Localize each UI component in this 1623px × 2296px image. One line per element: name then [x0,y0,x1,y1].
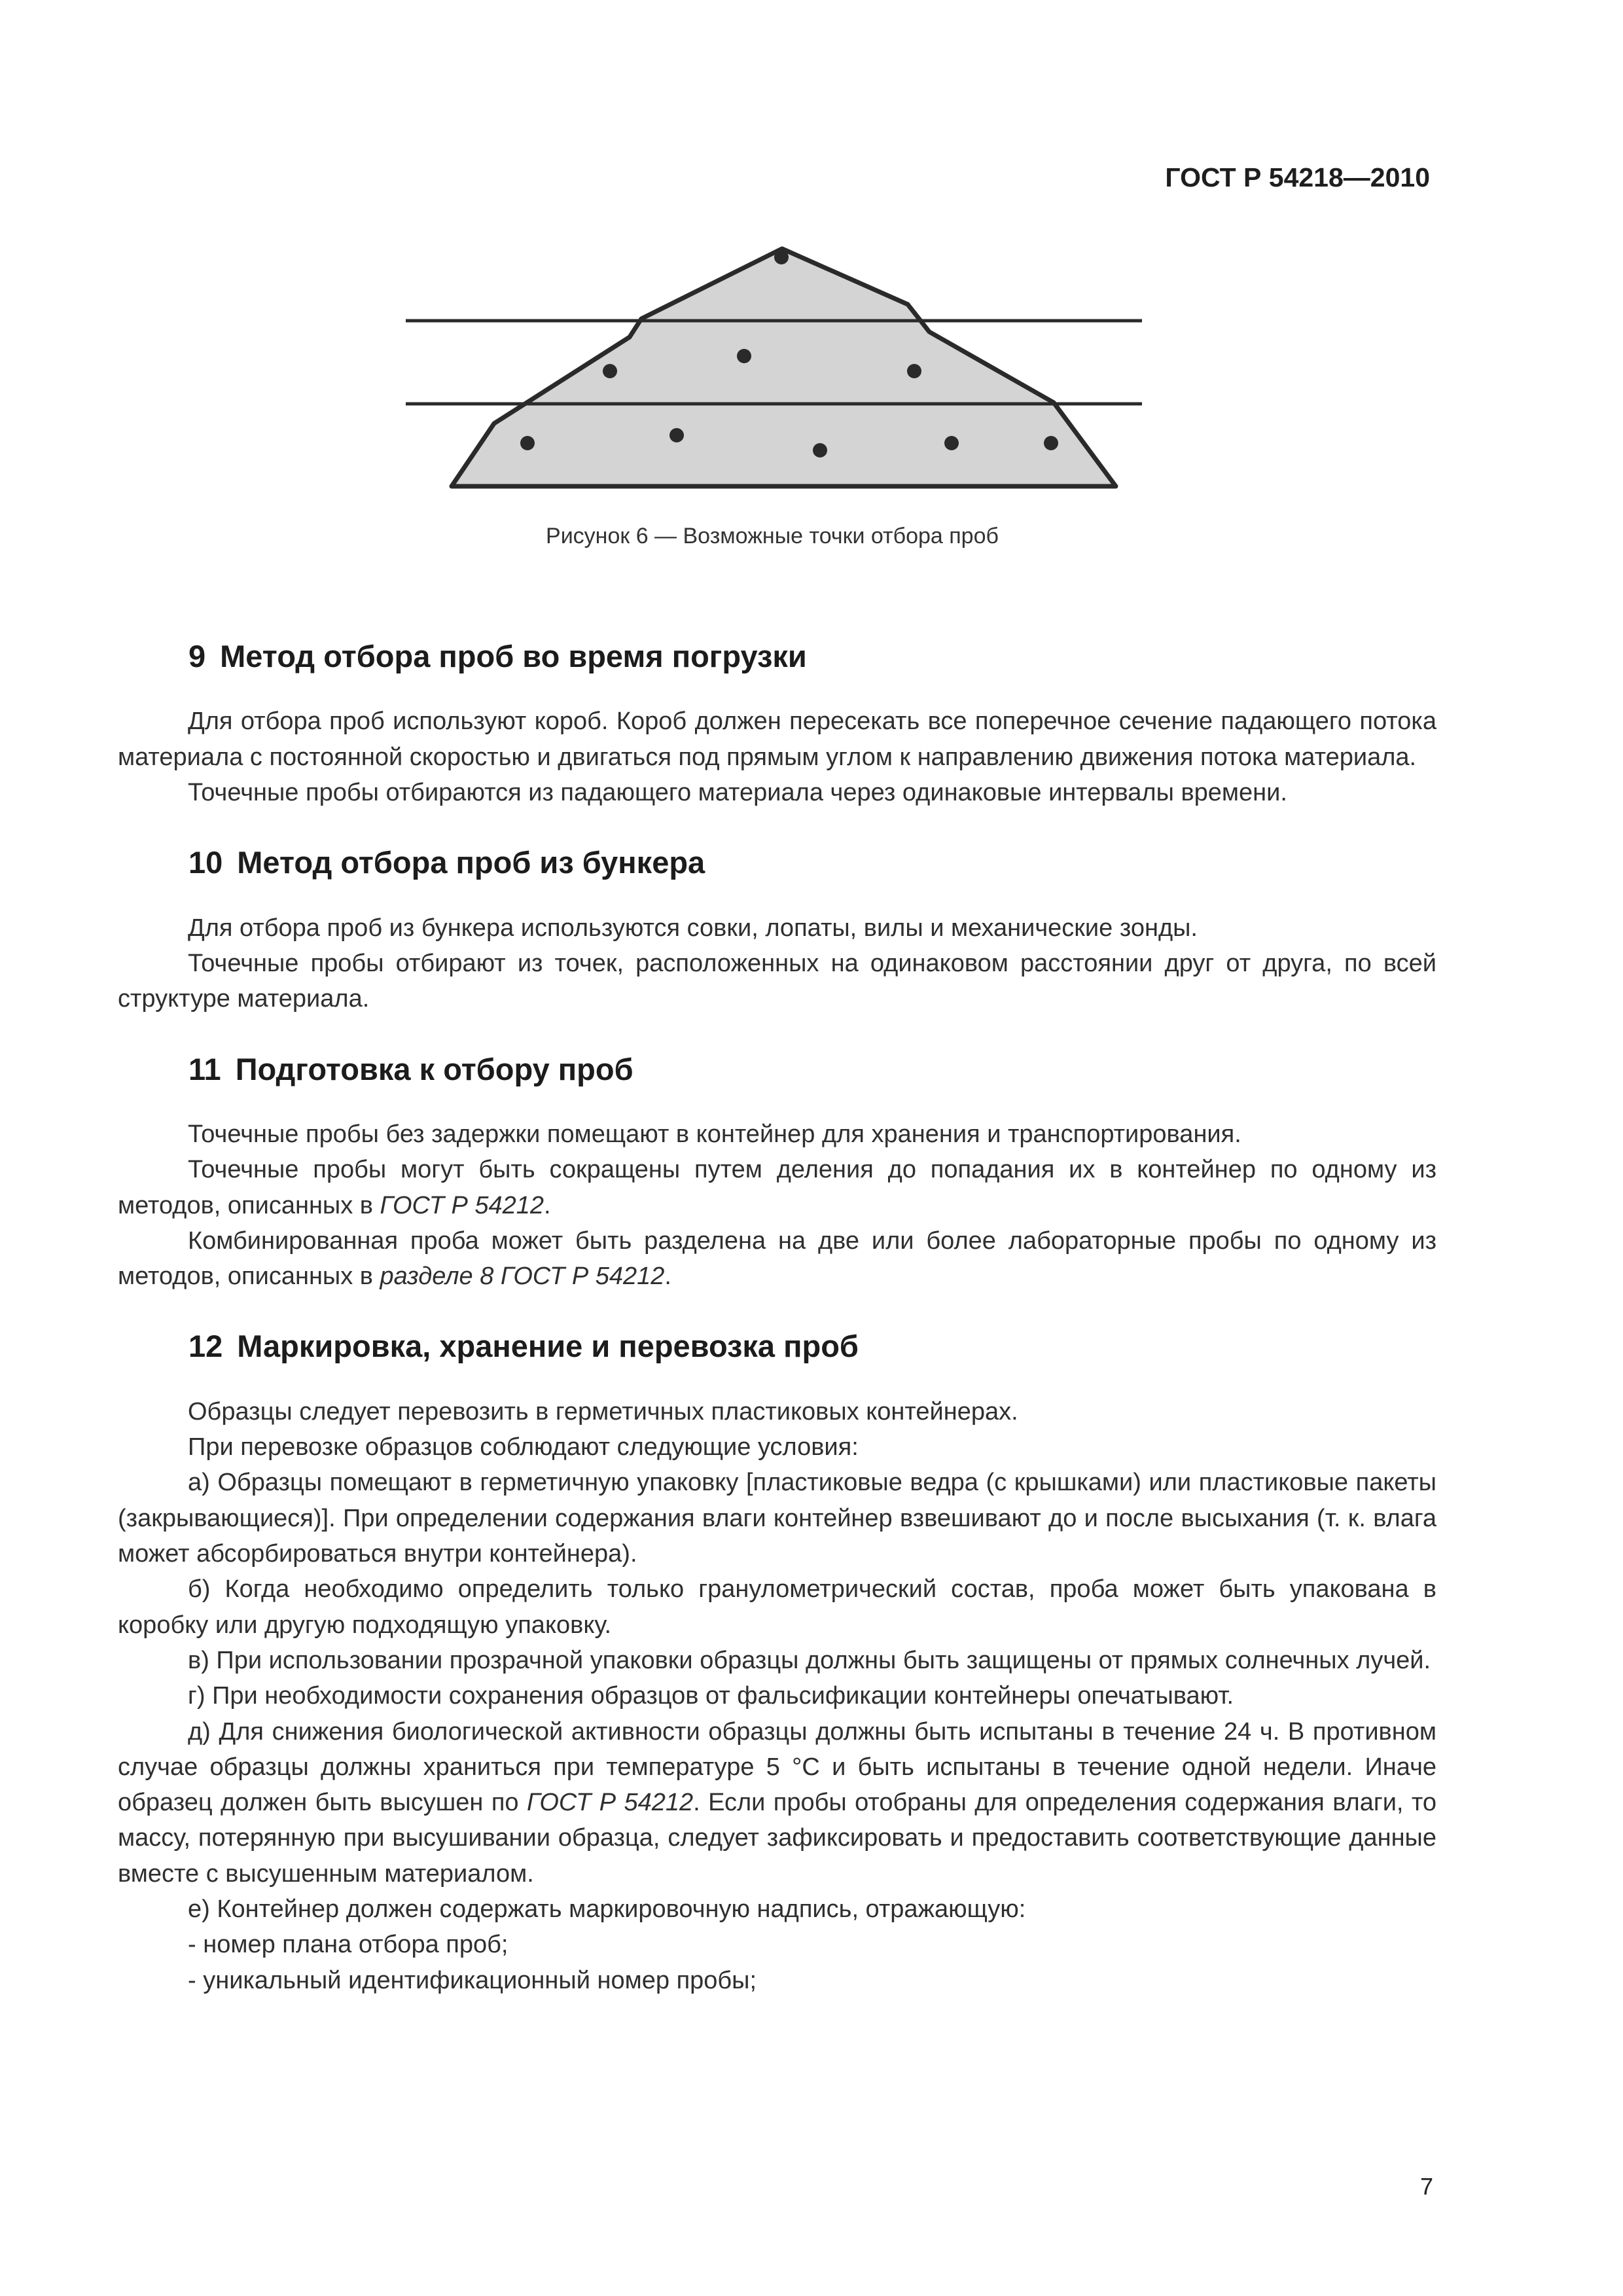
section-9 [118,638,1436,810]
list-item: б) Когда необходимо определить только гранулометрический состав, проба может быть упакована в коробку или другую подходящую упаковку. [118,1575,1436,1639]
paragraph: Точечные пробы отбираются из падающего материала через одинаковые интервалы времени. [188,778,1287,806]
paragraph: При перевозке образцов соблюдают следующие условия: [188,1433,859,1462]
sample-point [603,364,617,378]
paragraph: Для отбора проб используют короб. Короб должен пересекать все поперечное сечение падающего потока материала с постоянной скоростью и двигаться под прямым углом к направлению движения потока материала. [118,708,1436,771]
section-10 [118,844,1436,1016]
section-heading: 10 Метод отбора проб из бункера [188,845,705,880]
list-item: а) Образцы помещают в герметичную упаковку [пластиковые ведра (с крышками) или пластиковые пакеты (закрывающиеся)]. При определении содержания влаги контейнер взвешивают до и после высыхания (т. к. влага может абсорбироваться внутри контейнера). [118,1469,1436,1568]
sample-point [774,250,789,264]
standard-reference: ГОСТ Р 54212 [526,1789,694,1817]
standard-reference: разделе 8 ГОСТ Р 54212 [380,1263,665,1291]
material-pile [452,249,1116,486]
section-12 [118,1328,1436,1998]
paragraph: Комбинированная проба может быть разделена на две или более лабораторные пробы по одному из методов, описанных в разделе 8 ГОСТ Р 54212. [118,1227,1436,1291]
list-item: в) При использовании прозрачной упаковки образцы должны быть защищены от прямых солнечных лучей. [188,1646,1431,1674]
paragraph: Точечные пробы могут быть сокращены путем деления до попадания их в контейнер по одному из методов, описанных в ГОСТ Р 54212. [118,1156,1436,1219]
list-item: е) Контейнер должен содержать маркировочную надпись, отражающую: [188,1895,1026,1923]
section-heading: 11 Подготовка к отбору проб [188,1051,633,1086]
sampling-points-figure [399,226,1152,501]
paragraph: Точечные пробы без задержки помещают в контейнер для хранения и транспортирования. [188,1120,1241,1148]
paragraph: Точечные пробы отбирают из точек, расположенных на одинаковом расстоянии друг от друга, по всей структуре материала. [118,949,1436,1013]
sample-point [944,436,959,450]
sample-point [813,443,827,457]
document-body [118,638,1436,2032]
sample-point [520,436,535,450]
sample-point [669,428,684,442]
sample-point [907,364,921,378]
list-item: д) Для снижения биологической активности образцы должны быть испытаны в течение 24 ч. В противном случае образцы должны храниться при температуре 5 °С и быть испытаны в течение одной недели. Иначе образец должен быть высушен по ГОСТ Р 54212. Если пробы отобраны для определения содержания влаги, то массу, потерянную при высушивании образца, следует зафиксировать и предоставить соответствующие данные вместе с высушенным материалом. [118,1717,1436,1888]
dash-item: - уникальный идентификационный номер пробы; [188,1966,757,1994]
list-item: г) При необходимости сохранения образцов от фальсификации контейнеры опечатывают. [188,1682,1234,1710]
page-number: 7 [1419,2173,1433,2200]
paragraph: Для отбора проб из бункера используются совки, лопаты, вилы и механические зонды. [188,914,1198,942]
sample-point [737,349,751,363]
standard-reference: ГОСТ Р 54212 [380,1191,544,1219]
section-heading: 12 Маркировка, хранение и перевозка проб [188,1329,859,1364]
document-code-header: ГОСТ Р 54218—2010 [1165,162,1430,192]
section-heading: 9 Метод отбора проб во время погрузки [188,639,807,673]
sample-point [1044,436,1058,450]
paragraph: Образцы следует перевозить в герметичных пластиковых контейнерах. [188,1397,1018,1426]
section-11 [118,1051,1436,1295]
figure-caption: Рисунок 6 — Возможные точки отбора проб [546,524,999,548]
dash-item: - номер плана отбора проб; [188,1931,508,1959]
